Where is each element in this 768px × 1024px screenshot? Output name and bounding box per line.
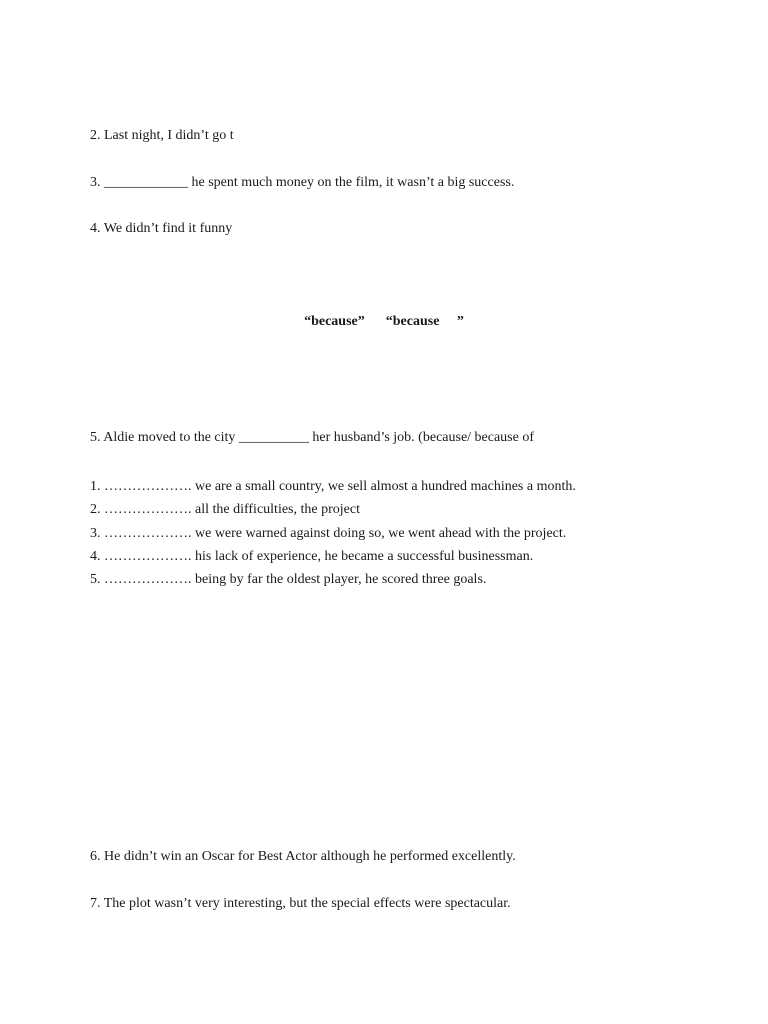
sentence-3: 3. ____________ he spent much money on the film, it wasn’t a big success. [90,175,515,190]
gap-fill-item-3: 3. ………………. we were warned against doing so, we went ahead with the project. [90,525,567,541]
gap-fill-item-2: 2. ………………. all the difficulties, the project [90,502,360,518]
sentence-4: 4. We didn’t find it funny [90,221,233,236]
gap-fill-item-4: 4. ………………. his lack of experience, he became a successful businessman. [90,548,534,564]
gap-fill-item-5: 5. ………………. being by far the oldest player, he scored three goals. [90,572,487,588]
sentence-2: 2. Last night, I didn’t go t [90,128,234,143]
gap-fill-item-1: 1. ………………. we are a small country, we sell almost a hundred machines a month. [90,479,576,494]
section-heading: “because” “because ” [304,314,464,329]
sentence-7: 7. The plot wasn’t very interesting, but the special effects were spectacular. [90,896,511,911]
gap-fill-list [90,475,576,591]
sentence-6: 6. He didn’t win an Oscar for Best Actor although he performed excellently. [90,849,516,864]
sentence-5: 5. Aldie moved to the city __________ her husband’s job. (because/ because of [90,430,535,445]
